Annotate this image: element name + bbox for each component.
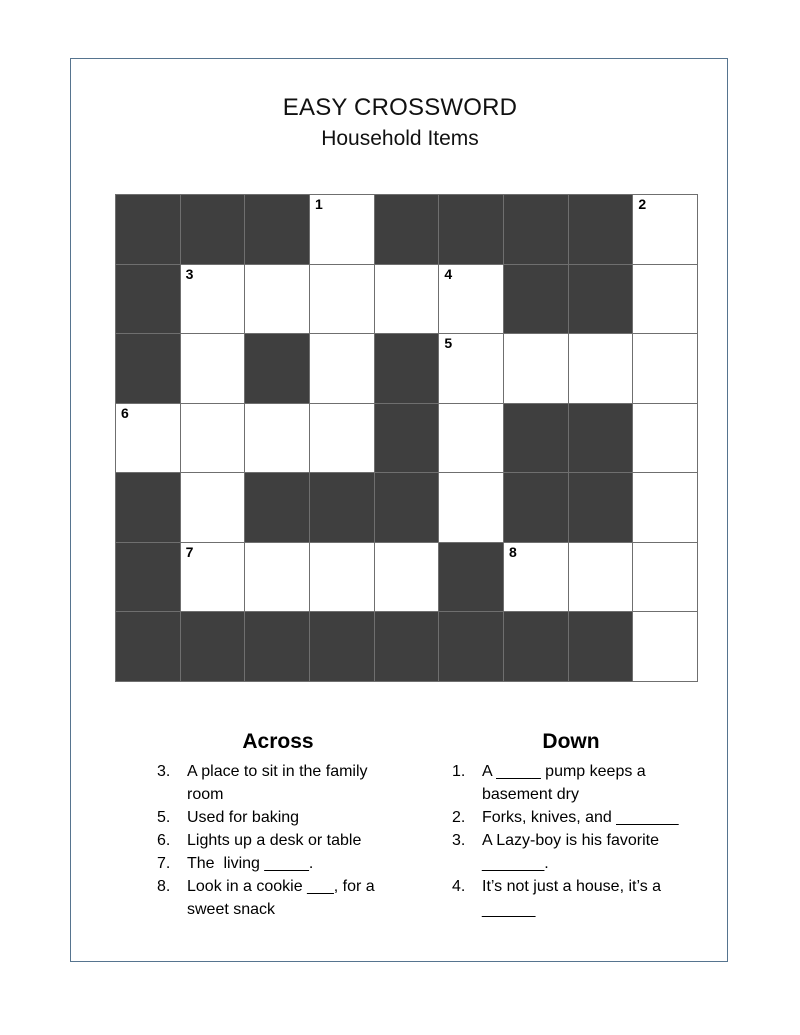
grid-cell-r3c9[interactable] [633, 334, 697, 403]
cell-number: 5 [444, 335, 453, 352]
clue-text-line: sweet snack [187, 901, 276, 918]
clue-text-line: Forks, knives, and _______ [482, 809, 679, 826]
grid-cell-r7c5 [375, 612, 439, 681]
down-clue-item-4 [452, 875, 690, 921]
grid-cell-r7c9[interactable] [633, 612, 697, 681]
grid-cell-r1c1 [116, 195, 180, 264]
grid-cell-r5c2[interactable] [181, 473, 245, 542]
clue-text-line: A place to sit in the family [187, 763, 368, 780]
grid-cell-r6c9[interactable] [633, 543, 697, 612]
grid-cell-r1c4[interactable] [310, 195, 374, 264]
clue-text [187, 829, 361, 852]
grid-cell-r4c3[interactable] [245, 404, 309, 473]
clue-text [187, 760, 368, 806]
grid-cell-r3c3 [245, 334, 309, 403]
grid-cell-r3c1 [116, 334, 180, 403]
cell-number: 4 [444, 265, 453, 282]
grid-cell-r2c7 [504, 265, 568, 334]
page-title: EASY CROSSWORD [282, 94, 518, 121]
grid-cell-r1c6 [439, 195, 503, 264]
grid-cell-r6c2[interactable] [181, 543, 245, 612]
grid-cell-r3c8[interactable] [569, 334, 633, 403]
grid-cell-r5c4 [310, 473, 374, 542]
grid-cell-r5c1 [116, 473, 180, 542]
clue-number: 3. [157, 763, 171, 780]
clue-text-line: A Lazy-boy is his favorite [482, 832, 659, 849]
grid-cell-r4c7 [504, 404, 568, 473]
grid-cell-r3c5 [375, 334, 439, 403]
cell-number: 1 [315, 196, 323, 212]
grid-cell-r3c4[interactable] [310, 334, 374, 403]
grid-cell-r6c1 [116, 543, 180, 612]
grid-cell-r6c4[interactable] [310, 543, 374, 612]
clue-number: 4. [452, 878, 466, 895]
across-clues-section [155, 729, 399, 921]
across-clue-item-6 [157, 829, 399, 852]
grid-cell-r5c5 [375, 473, 439, 542]
down-heading: Down [542, 730, 600, 753]
clue-number: 6. [157, 832, 171, 849]
grid-cell-r2c6[interactable] [439, 265, 503, 334]
cell-number: 7 [185, 543, 194, 560]
grid-cell-r5c9[interactable] [633, 473, 697, 542]
grid-cell-r7c8 [569, 612, 633, 681]
clue-text-line: The living _____. [187, 855, 314, 872]
grid-cell-r1c8 [569, 195, 633, 264]
grid-cell-r6c6 [439, 543, 503, 612]
grid-cell-r2c2[interactable] [181, 265, 245, 334]
clue-text [482, 875, 661, 921]
across-clue-item-8 [157, 875, 399, 921]
cell-number: 2 [638, 196, 647, 212]
down-clue-item-3 [452, 829, 690, 875]
grid-cell-r6c7[interactable] [504, 543, 568, 612]
clue-number: 8. [157, 878, 171, 895]
clue-text [482, 760, 646, 806]
across-clues-list [157, 760, 399, 921]
grid-cell-r7c4 [310, 612, 374, 681]
across-clue-item-5 [157, 806, 399, 829]
clue-text [187, 806, 299, 829]
down-clues-section [450, 729, 690, 921]
grid-cell-r1c9[interactable] [633, 195, 697, 264]
clue-text-line: room [187, 786, 224, 803]
grid-cell-r4c5 [375, 404, 439, 473]
grid-cell-r7c6 [439, 612, 503, 681]
grid-cell-r4c6[interactable] [439, 404, 503, 473]
clue-text-line: basement dry [482, 786, 579, 803]
down-clue-item-2 [452, 806, 690, 829]
grid-cell-r6c8[interactable] [569, 543, 633, 612]
grid-cell-r3c2[interactable] [181, 334, 245, 403]
grid-cell-r2c9[interactable] [633, 265, 697, 334]
clue-text [482, 829, 659, 875]
clue-number: 1. [452, 763, 466, 780]
cell-number: 8 [509, 543, 517, 560]
crossword-grid [115, 194, 698, 682]
grid-cell-r7c2 [181, 612, 245, 681]
grid-cell-r6c3[interactable] [245, 543, 309, 612]
clue-text-line: Lights up a desk or table [187, 832, 362, 849]
page-subtitle: Household Items [321, 127, 479, 150]
grid-cell-r2c4[interactable] [310, 265, 374, 334]
cell-number: 3 [185, 265, 194, 282]
grid-cell-r1c2 [181, 195, 245, 264]
grid-cell-r2c8 [569, 265, 633, 334]
grid-cell-r4c9[interactable] [633, 404, 697, 473]
grid-cell-r4c4[interactable] [310, 404, 374, 473]
grid-cell-r6c5[interactable] [375, 543, 439, 612]
grid-cell-r2c3[interactable] [245, 265, 309, 334]
grid-cell-r5c8 [569, 473, 633, 542]
clue-text [187, 852, 313, 875]
grid-cell-r3c6[interactable] [439, 334, 503, 403]
grid-cell-r4c2[interactable] [181, 404, 245, 473]
clue-number: 5. [157, 809, 171, 826]
grid-cell-r4c1[interactable] [116, 404, 180, 473]
clue-text [187, 875, 375, 921]
down-clue-item-1 [452, 760, 690, 806]
grid-cell-r1c7 [504, 195, 568, 264]
across-clue-item-7 [157, 852, 399, 875]
grid-cell-r2c1 [116, 265, 180, 334]
clue-text-line: Used for baking [187, 809, 300, 826]
clue-text-line: Look in a cookie ___, for a [187, 878, 375, 895]
clue-text-line: ______ [482, 901, 536, 918]
grid-cell-r1c3 [245, 195, 309, 264]
clue-text-line: It’s not just a house, it’s a [482, 878, 662, 895]
clue-number: 2. [452, 809, 466, 826]
clue-text-line: A _____ pump keeps a [482, 763, 646, 780]
down-clues-list [452, 760, 690, 921]
cell-number: 6 [121, 404, 129, 421]
grid-cell-r7c7 [504, 612, 568, 681]
clue-text-line: _______. [482, 855, 549, 872]
grid-cell-r5c3 [245, 473, 309, 542]
across-clue-item-3 [157, 760, 399, 806]
grid-cell-r5c7 [504, 473, 568, 542]
grid-cell-r4c8 [569, 404, 633, 473]
grid-cell-r3c7[interactable] [504, 334, 568, 403]
grid-cell-r2c5[interactable] [375, 265, 439, 334]
grid-cell-r5c6[interactable] [439, 473, 503, 542]
clue-number: 3. [452, 832, 466, 849]
grid-cell-r7c1 [116, 612, 180, 681]
clue-number: 7. [157, 855, 171, 872]
grid-cell-r7c3 [245, 612, 309, 681]
grid-cell-r1c5 [375, 195, 439, 264]
across-heading: Across [242, 730, 314, 753]
clue-text [482, 806, 679, 829]
